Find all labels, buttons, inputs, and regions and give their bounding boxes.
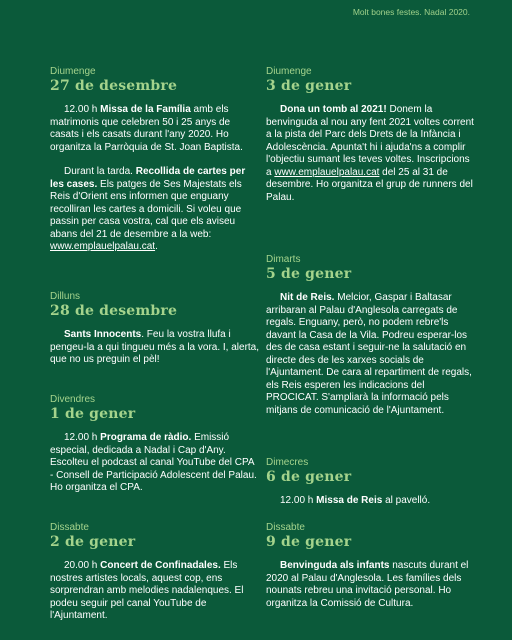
event-text-tail: . [155, 241, 158, 252]
event-body [266, 560, 476, 610]
event-title: Nit de Reis. [280, 292, 335, 303]
event-day: Dimecres [266, 457, 309, 468]
event-title: Missa de Reis [316, 495, 383, 506]
event-text: Melcior, Gaspar i Baltasar arribaran al Palau d'Anglesola carregats de regals. Enguany, però, no podem rebre'ls davant la Casa de la Vila. Podreu esperar-los des de casa estant i seguir-ne la salutació en directe des de les xarxes socials de l'Ajuntament. De cara al repartiment de regals, els Reis esperen les indicacions del PROCICAT. S'ampliarà la informació pels mitjans de comunicació de l'Ajuntament. [266, 292, 472, 416]
event-time: Durant la tarda. [64, 166, 136, 177]
event-text: al pavelló. [382, 495, 431, 506]
event-body [50, 560, 260, 623]
event-day: Dissabte [266, 522, 305, 533]
event-day: Dissabte [50, 522, 89, 533]
event-body [50, 104, 260, 254]
event-text: . Feu la vostra llufa i pengeu-la a qui tingueu més a la vora. I, alerta, que no us preguin el pèl! [50, 329, 260, 365]
event-text: nascuts durant el 2020 al Palau d'Anglesola. Les famílies dels nounats rebreu una invitació personal. Ho organitza la Comissió de Cultura. [266, 560, 469, 609]
event-date: 5 de gener [266, 266, 352, 282]
event-body [50, 329, 260, 367]
event-date: 3 de gener [266, 78, 352, 94]
event-text-tail: del 25 al 31 de desembre. Ho organitza el grup de runners del Palau. [266, 166, 473, 203]
event-text: Emissió especial, dedicada a Nadal i Cap d'Any. Escolteu el podcast al canal YouTube del CPA - Consell de Participació Adolescent del Palau. Ho organitza el CPA. [50, 432, 257, 493]
event-date: 9 de gener [266, 534, 352, 550]
event-6-gener [266, 457, 476, 508]
event-title: Benvinguda als infants [280, 560, 390, 571]
event-day: Dimarts [266, 254, 301, 265]
event-28-desembre [50, 291, 260, 367]
event-time: 20.00 h [64, 560, 101, 571]
event-5-gener [266, 254, 476, 417]
event-day: Divendres [50, 394, 96, 405]
event-title: Programa de ràdio. [100, 432, 192, 443]
event-day: Diumenge [266, 66, 312, 77]
event-date: 27 de desembre [50, 78, 178, 94]
event-date: 28 de desembre [50, 303, 178, 319]
event-date: 1 de gener [50, 406, 136, 422]
event-title: Sants Innocents [64, 329, 142, 340]
event-time: 12.00 h [64, 104, 101, 115]
event-1-gener [50, 394, 260, 495]
event-body [50, 432, 260, 495]
event-text: Donem la benvinguda al nou any fent 2021 voltes corrent a la pista del Parc dels Drets de la Infància i Adolescència. Apunta't hi i ajuda'ns a complir l'objectiu sumant les teves voltes. Inscripcions a [266, 104, 474, 178]
website-link[interactable]: www.emplauelpalau.cat [274, 166, 380, 178]
event-day: Dilluns [50, 291, 81, 302]
event-time: 12.00 h [280, 495, 317, 506]
event-title: Concert de Confinadales. [100, 560, 221, 571]
website-link[interactable]: www.emplauelpalau.cat [50, 241, 156, 252]
event-time: 12.00 h [64, 432, 101, 443]
event-text: amb els matrimonis que celebren 50 i 25 anys de casats i els casats durant l'any 2020. Ho organitza la Parròquia de St. Joan Baptista. [50, 104, 243, 153]
event-body [266, 292, 476, 417]
event-title: Recollida de cartes per les cases. [50, 166, 246, 190]
event-day: Diumenge [50, 66, 96, 77]
event-text: Els nostres artistes locals, aquest cop, ens sorprendran amb melodies nadalenques. El podeu seguir pel canal YouTube de l'Ajuntament. [50, 560, 244, 621]
header-note: Molt bones festes. Nadal 2020. [352, 7, 470, 17]
event-title: Missa de la Família [100, 104, 191, 115]
event-title: Dona un tomb al 2021! [280, 104, 387, 115]
event-date: 2 de gener [50, 534, 136, 550]
event-27-desembre [50, 66, 260, 254]
event-date: 6 de gener [266, 469, 352, 485]
event-body [266, 104, 476, 204]
event-2-gener [50, 522, 260, 623]
event-body [266, 495, 476, 508]
event-text: Els patges de Ses Majestats els Reis d'Orient ens informen que enguany recolliran les cartes a domicili. Si voleu que passin per casa vostra, cal que els aviseu abans del 21 de desembre a la web: [50, 178, 242, 240]
event-9-gener [266, 522, 476, 610]
event-3-gener [266, 66, 476, 204]
